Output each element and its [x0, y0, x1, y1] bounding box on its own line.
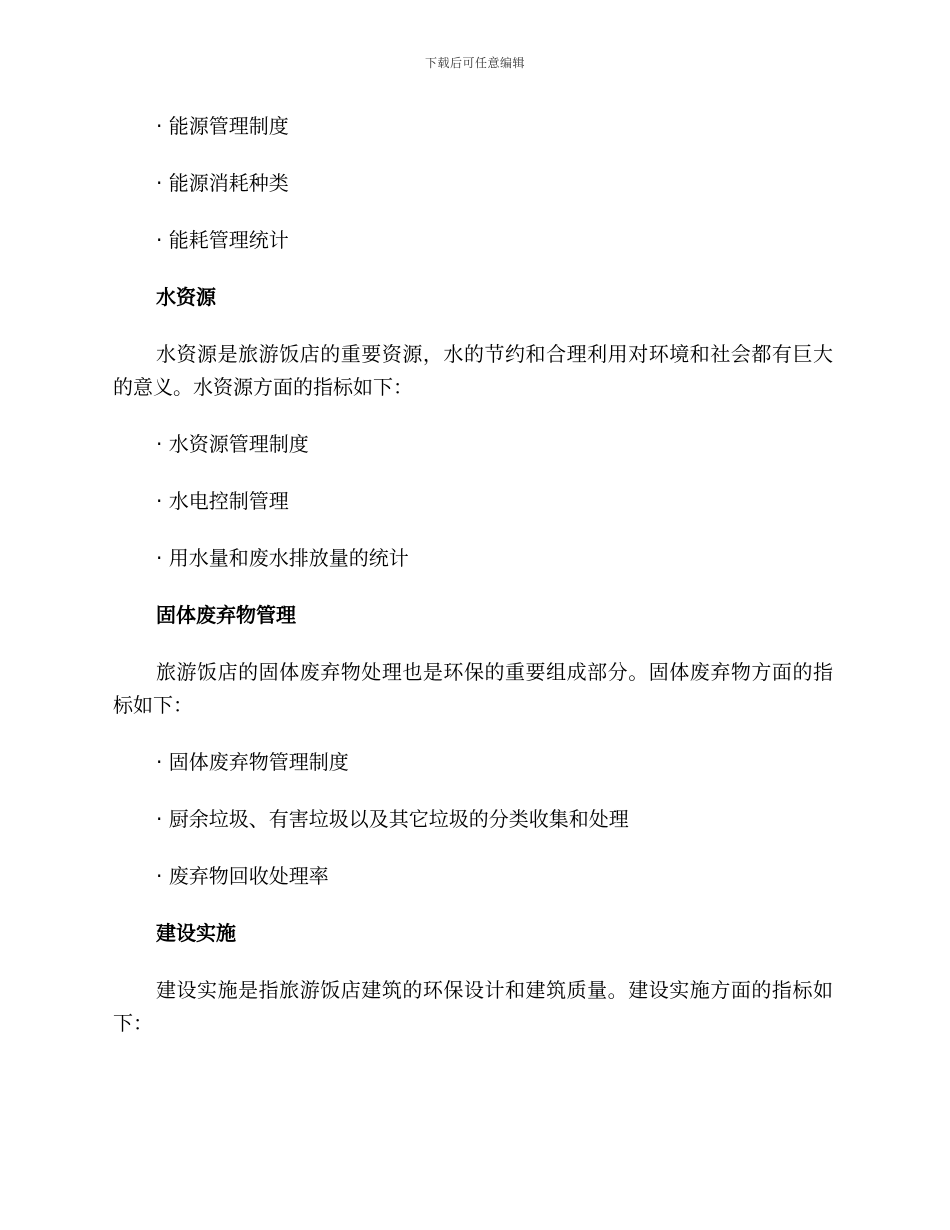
page-header-note: 下载后可任意编辑 — [424, 56, 525, 70]
document-body — [113, 110, 833, 1064]
energy-bullet-1: · 能源管理制度 — [156, 114, 289, 138]
solid-waste-bullet-2: · 厨余垃圾、有害垃圾以及其它垃圾的分类收集和处理 — [156, 807, 629, 831]
energy-bullet-3: · 能耗管理统计 — [156, 228, 289, 252]
construction-paragraph: 建设实施是指旅游饭店建筑的环保设计和建筑质量。建设实施方面的指标如下： — [113, 978, 833, 1035]
solid-waste-paragraph: 旅游饭店的固体废弃物处理也是环保的重要组成部分。固体废弃物方面的指标如下： — [113, 660, 833, 717]
water-bullet-2: · 水电控制管理 — [156, 489, 289, 513]
energy-bullet-2: · 能源消耗种类 — [156, 171, 289, 195]
solid-waste-heading: 固体废弃物管理 — [156, 603, 296, 627]
solid-waste-bullet-3: · 废弃物回收处理率 — [156, 864, 329, 888]
water-bullet-1: · 水资源管理制度 — [156, 432, 309, 456]
construction-heading: 建设实施 — [156, 921, 236, 945]
water-heading: 水资源 — [156, 285, 216, 309]
water-bullet-3: · 用水量和废水排放量的统计 — [156, 546, 409, 570]
solid-waste-bullet-1: · 固体废弃物管理制度 — [156, 750, 349, 774]
water-paragraph: 水资源是旅游饭店的重要资源，水的节约和合理利用对环境和社会都有巨大的意义。水资源方面的指标如下： — [113, 342, 833, 399]
